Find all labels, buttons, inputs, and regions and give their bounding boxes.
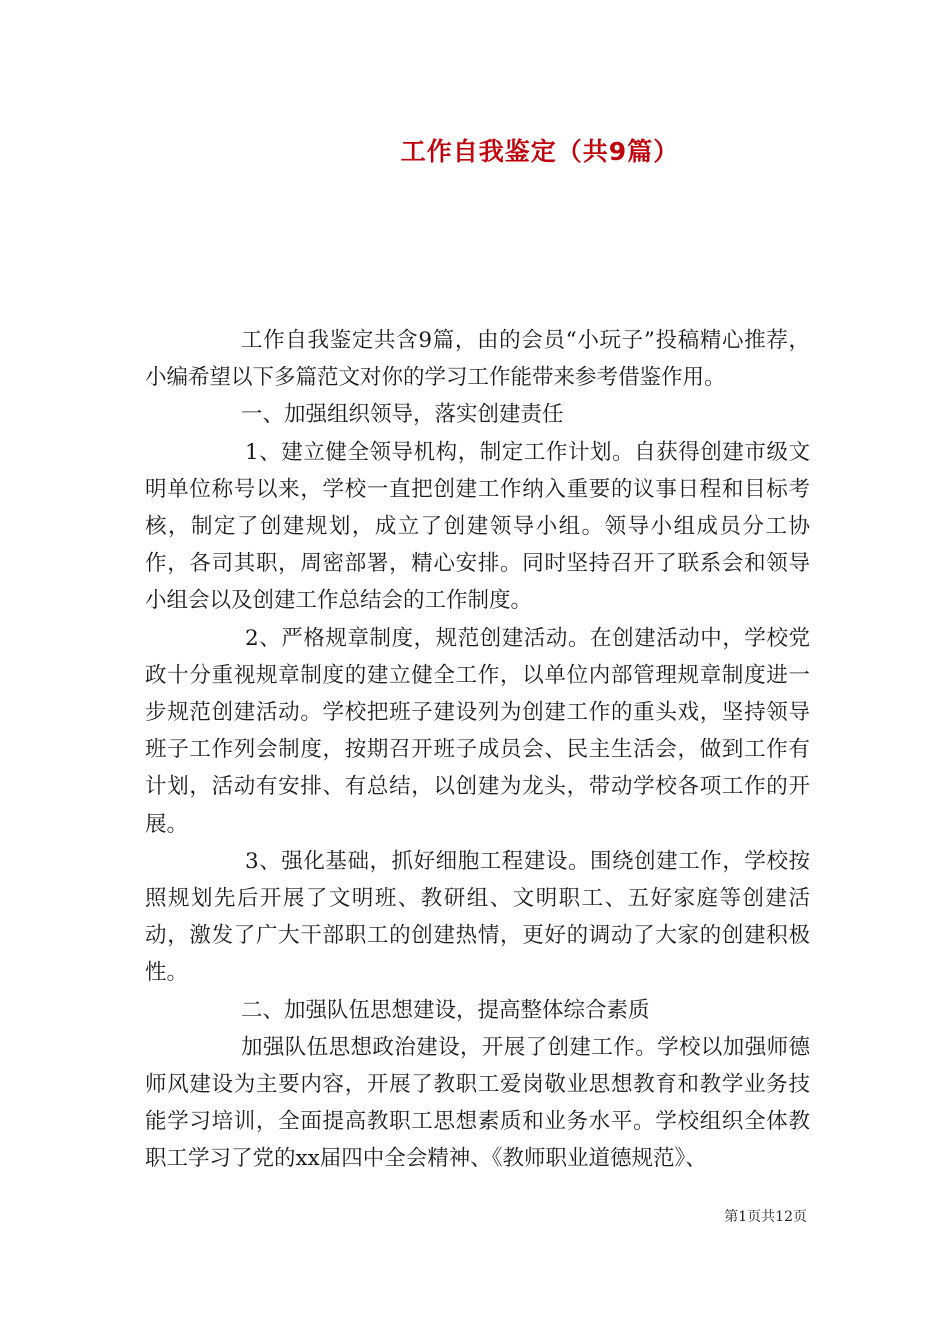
paragraph-item-2: 2、严格规章制度，规范创建活动。在创建活动中，学校党政十分重视规章制度的建立健全工作，以单位内部管理规章制度进一步规范创建活动。学校把班子建设列为创建工作的重头戏，坚持领导班子工作列会制度，按期召开班子成员会、民主生活会，做到工作有计划，活动有安排、有总结，以创建为龙头，带动学校各项工作的开展。	[145, 625, 810, 837]
document-title: 工作自我鉴定（共9篇）	[400, 137, 680, 166]
document-body	[145, 322, 810, 1178]
intro-paragraph: 工作自我鉴定共含9篇，由的会员“小玩子”投稿精心推荐，小编希望以下多篇范文对你的学习工作能带来参考借鉴作用。	[145, 328, 810, 391]
paragraph-item-1: 1、建立健全领导机构，制定工作计划。自获得创建市级文明单位称号以来，学校一直把创建工作纳入重要的议事日程和目标考核，制定了创建规划，成立了创建领导小组。领导小组成员分工协作，各司其职，周密部署，精心安排。同时坚持召开了联系会和领导小组会以及创建工作总结会的工作制度。	[145, 439, 810, 614]
page-number-footer: 第1页共12页	[724, 1209, 807, 1225]
paragraph-item-3: 3、强化基础，抓好细胞工程建设。围绕创建工作，学校按照规划先后开展了文明班、教研组、文明职工、五好家庭等创建活动，激发了广大干部职工的创建热情，更好的调动了大家的创建积极性。	[145, 848, 810, 986]
section-heading-1: 一、加强组织领导，落实创建责任	[241, 402, 564, 428]
section-heading-2: 二、加强队伍思想建设，提高整体综合素质	[241, 997, 650, 1023]
paragraph-section-2: 加强队伍思想政治建设，开展了创建工作。学校以加强师德师风建设为主要内容，开展了教职工爱岗敬业思想教育和教学业务技能学习培训，全面提高教职工思想素质和业务水平。学校组织全体教职工学习了党的xx届四中全会精神、《教师职业道德规范》、	[145, 1034, 810, 1172]
